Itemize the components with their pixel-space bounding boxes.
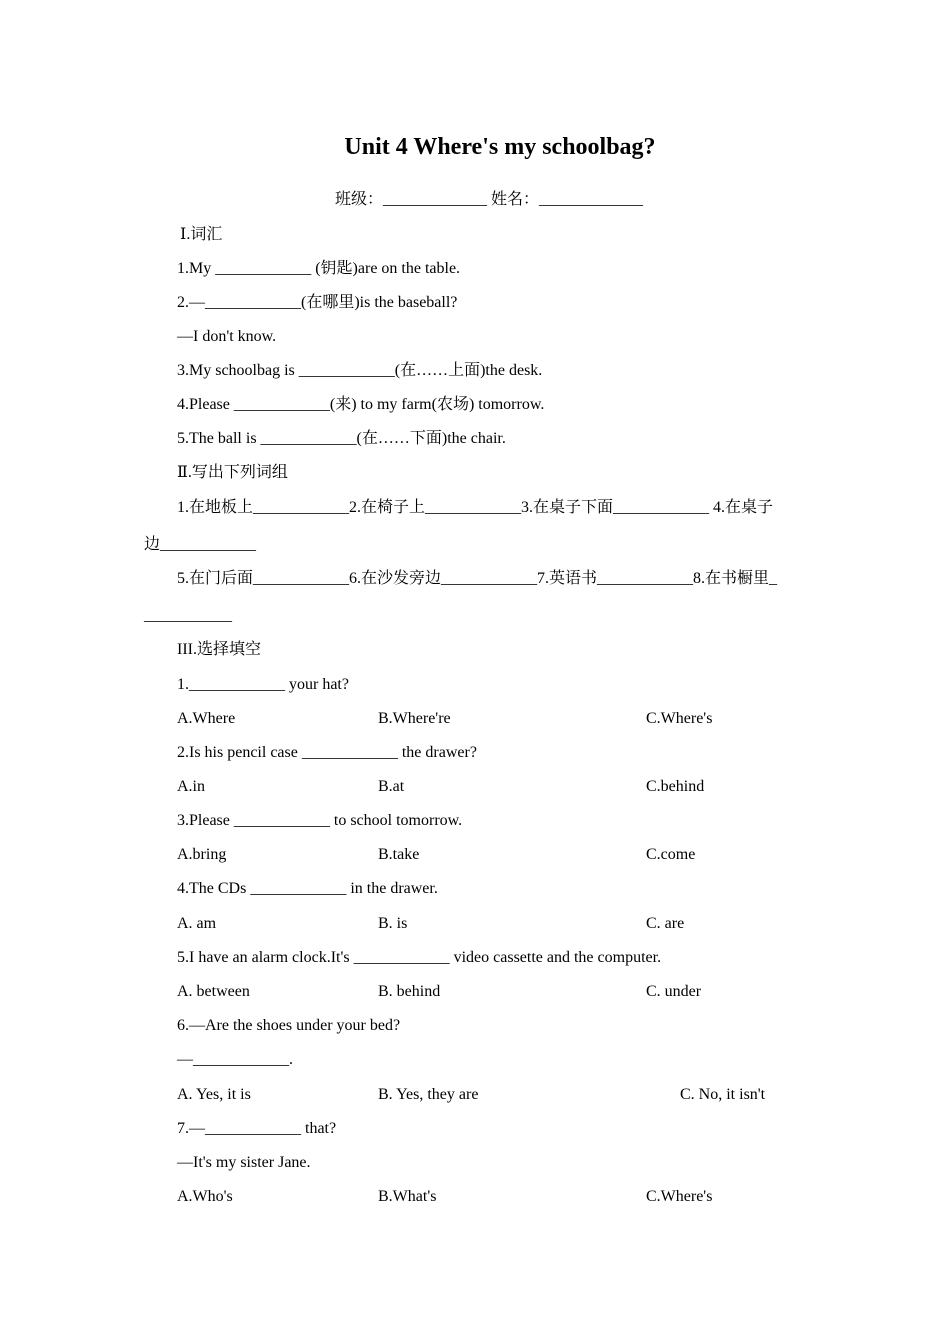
phrase-line-1: 1.在地板上____________2.在椅子上____________3.在桌子下面____________ 4.在桌子 bbox=[177, 499, 774, 516]
q2-option-a: A.in bbox=[177, 778, 205, 795]
q1-option-c: C.Where's bbox=[646, 710, 713, 727]
q4-option-b: B. is bbox=[378, 915, 408, 932]
q7-option-b: B.What's bbox=[378, 1188, 437, 1205]
section1-heading: Ⅰ.词汇 bbox=[180, 226, 223, 243]
q4-option-a: A. am bbox=[177, 915, 217, 932]
vocab-item-4: 4.Please ____________(来) to my farm(农场) tomorrow. bbox=[177, 396, 545, 413]
q6-option-a: A. Yes, it is bbox=[177, 1086, 251, 1103]
q2-option-c: C.behind bbox=[646, 778, 705, 795]
question-7-answer-line: —It's my sister Jane. bbox=[177, 1154, 311, 1171]
question-6-answer-line: —____________. bbox=[177, 1051, 293, 1068]
q3-option-c: C.come bbox=[646, 846, 696, 863]
q1-option-a: A.Where bbox=[177, 710, 236, 727]
question-2: 2.Is his pencil case ____________ the drawer? bbox=[177, 744, 477, 761]
vocab-item-2: 2.—____________(在哪里)is the baseball? bbox=[177, 294, 458, 311]
q5-option-a: A. between bbox=[177, 983, 250, 1000]
question-7: 7.—____________ that? bbox=[177, 1120, 337, 1137]
class-name-line: 班级：_____________ 姓名：_____________ bbox=[335, 191, 644, 208]
q3-option-b: B.take bbox=[378, 846, 420, 863]
vocab-item-3: 3.My schoolbag is ____________(在……上面)the desk. bbox=[177, 362, 543, 379]
q5-option-c: C. under bbox=[646, 983, 702, 1000]
q5-option-b: B. behind bbox=[378, 983, 441, 1000]
vocab-item-2-answer: —I don't know. bbox=[177, 328, 277, 345]
q7-option-c: C.Where's bbox=[646, 1188, 713, 1205]
section3-heading: III.选择填空 bbox=[177, 641, 261, 658]
q3-option-a: A.bring bbox=[177, 846, 227, 863]
section2-heading: Ⅱ.写出下列词组 bbox=[177, 464, 288, 481]
q1-option-b: B.Where're bbox=[378, 710, 451, 727]
phrase-line-1-cont: 边____________ bbox=[144, 536, 257, 553]
question-1: 1.____________ your hat? bbox=[177, 676, 349, 693]
phrase-line-2: 5.在门后面____________6.在沙发旁边____________7.英语书____________8.在书橱里_ bbox=[177, 570, 778, 587]
question-6: 6.—Are the shoes under your bed? bbox=[177, 1017, 401, 1034]
q6-option-b: B. Yes, they are bbox=[378, 1086, 479, 1103]
page-title: Unit 4 Where's my schoolbag? bbox=[344, 134, 656, 160]
q7-option-a: A.Who's bbox=[177, 1188, 233, 1205]
question-3: 3.Please ____________ to school tomorrow. bbox=[177, 812, 463, 829]
q6-option-c: C. No, it isn't bbox=[680, 1086, 766, 1103]
vocab-item-1: 1.My ____________ (钥匙)are on the table. bbox=[177, 260, 461, 277]
q2-option-b: B.at bbox=[378, 778, 405, 795]
vocab-item-5: 5.The ball is ____________(在……下面)the chair. bbox=[177, 430, 506, 447]
phrase-line-2-cont: ___________ bbox=[144, 607, 232, 624]
question-4: 4.The CDs ____________ in the drawer. bbox=[177, 880, 438, 897]
q4-option-c: C. are bbox=[646, 915, 685, 932]
question-5: 5.I have an alarm clock.It's ____________ video cassette and the computer. bbox=[177, 949, 662, 966]
